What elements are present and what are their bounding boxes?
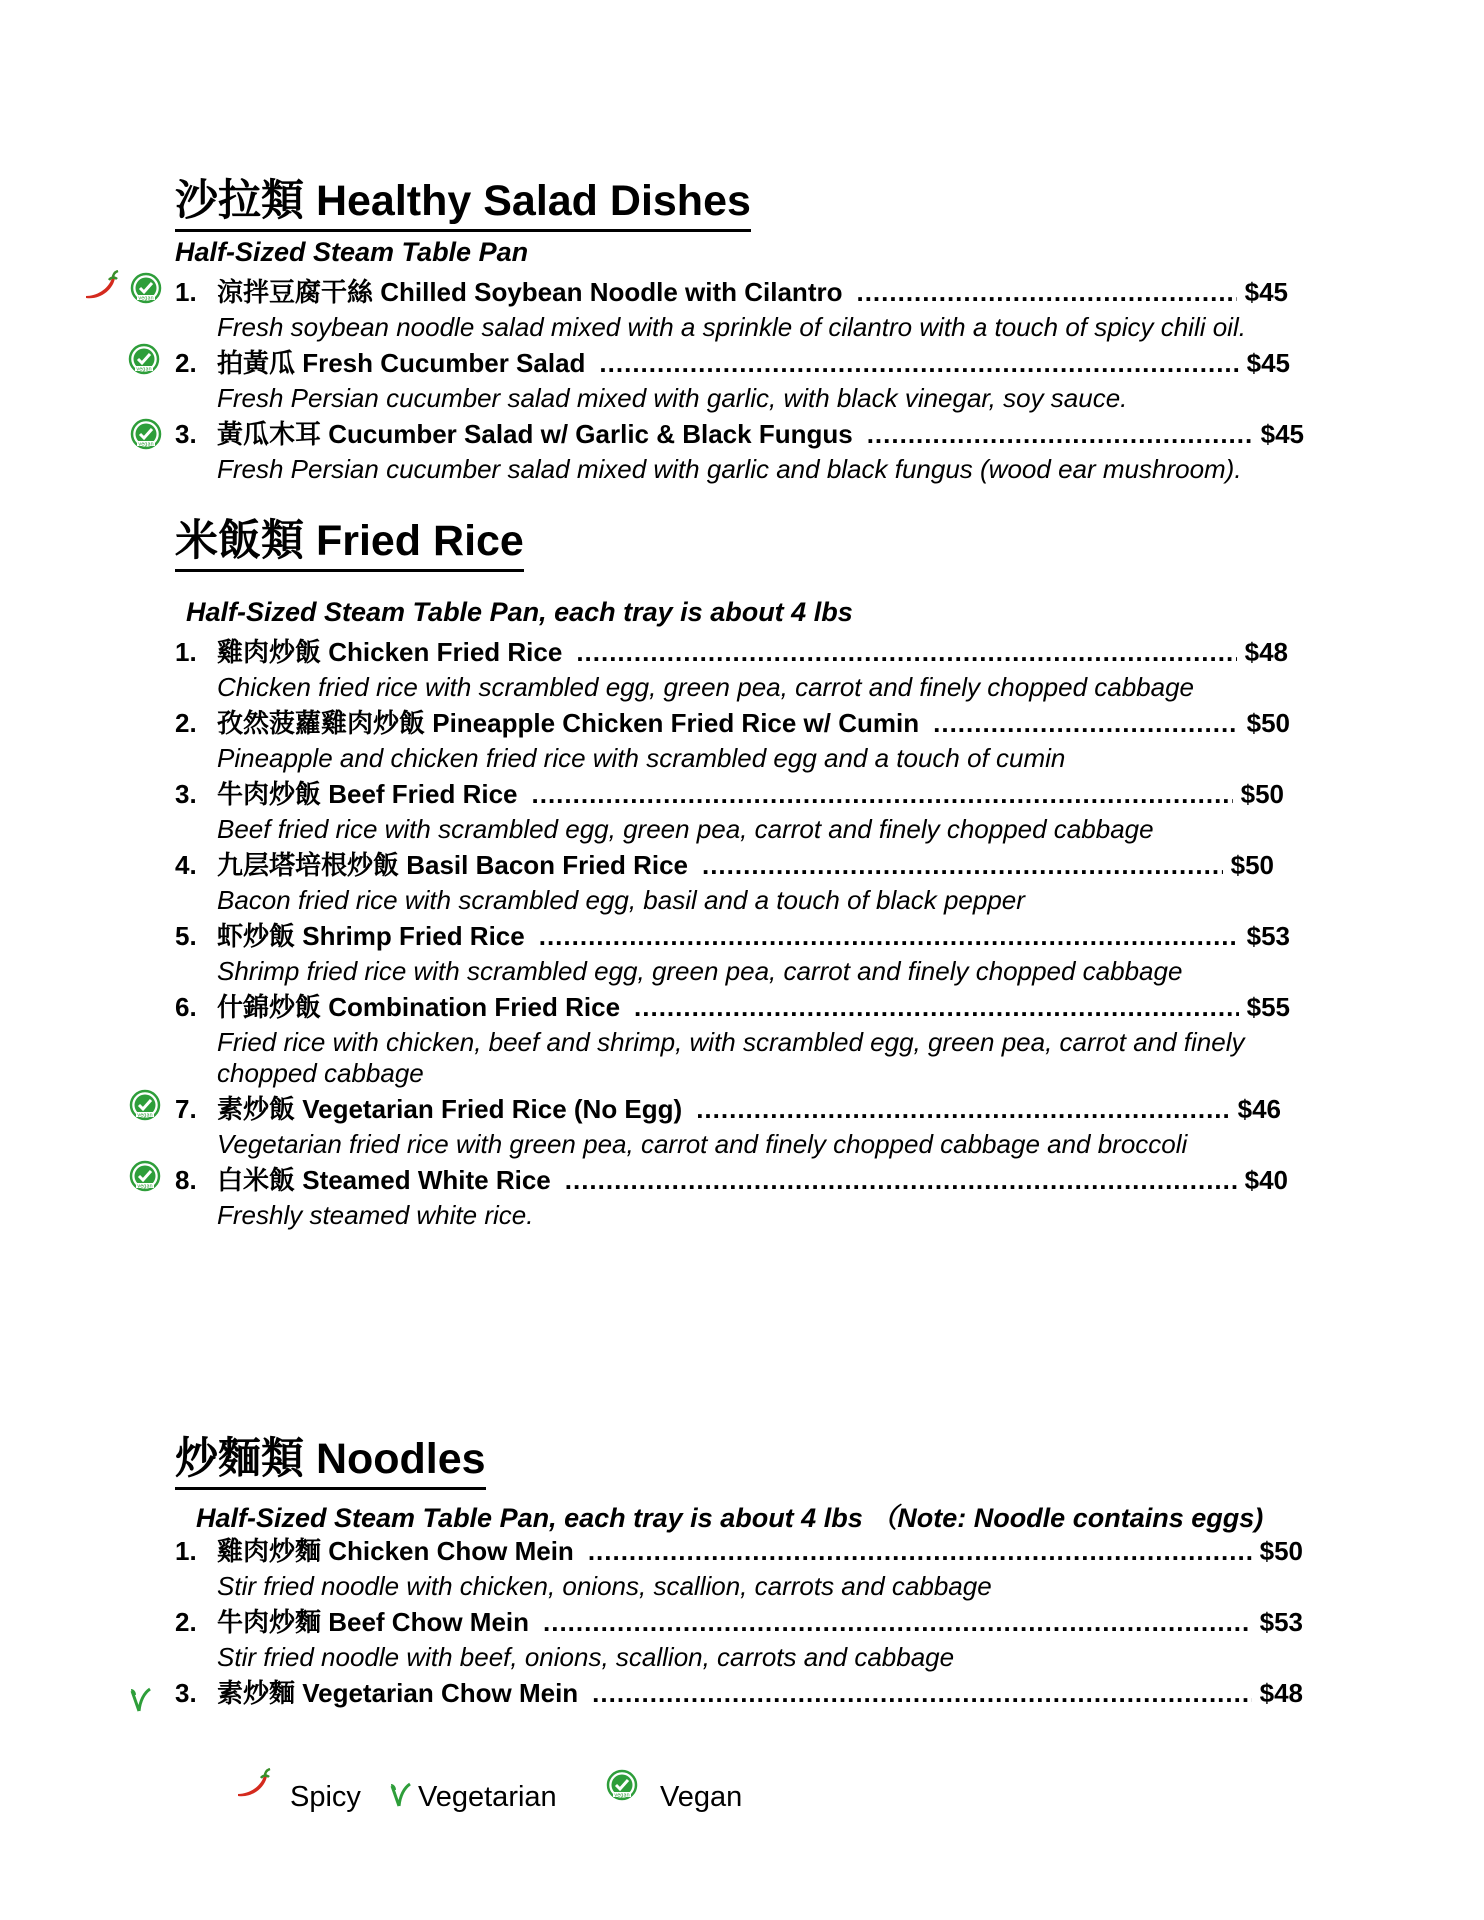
item-number: 7.	[175, 1094, 197, 1124]
item-description: Fresh Persian cucumber salad mixed with garlic and black fungus (wood ear mushroom).	[217, 454, 1242, 484]
item-price: $53	[1246, 921, 1290, 951]
menu-item	[0, 634, 1484, 670]
legend-spicy-label: Spicy	[290, 1781, 361, 1813]
item-name: 涼拌豆腐干絲 Chilled Soybean Noodle with Cilantro	[217, 277, 843, 307]
item-name: 素炒飯 Vegetarian Fried Rice (No Egg)	[217, 1094, 683, 1124]
item-description: Fried rice with chicken, beef and shrimp, with scrambled egg, green pea, carrot and finely chopped cabbage	[217, 1027, 1245, 1088]
item-number: 4.	[175, 850, 197, 880]
dot-leader	[539, 918, 1239, 954]
menu-item	[0, 416, 1484, 452]
menu-item	[0, 1604, 1484, 1640]
item-description: Chicken fried rice with scrambled egg, green pea, carrot and finely chopped cabbage	[217, 672, 1195, 702]
menu-item	[0, 776, 1484, 812]
item-name: 素炒麵 Vegetarian Chow Mein	[217, 1678, 579, 1708]
item-number: 3.	[175, 779, 197, 809]
item-price: $48	[1244, 637, 1288, 667]
noodles-section-title: 炒麵類 Noodles	[175, 1438, 486, 1490]
item-name: 孜然菠蘿雞肉炒飯 Pineapple Chicken Fried Rice w/ Cumin	[217, 708, 920, 738]
item-price: $50	[1246, 708, 1290, 738]
item-name: 白米飯 Steamed White Rice	[217, 1165, 551, 1195]
item-price: $50	[1259, 1536, 1303, 1566]
rice-section-title: 米飯類 Fried Rice	[175, 520, 524, 572]
item-number: 2.	[175, 1607, 197, 1637]
item-name: 牛肉炒麵 Beef Chow Mein	[217, 1607, 530, 1637]
menu-item	[0, 989, 1484, 1025]
item-description: Stir fried noodle with chicken, onions, scallion, carrots and cabbage	[217, 1571, 992, 1601]
item-name: 牛肉炒飯 Beef Fried Rice	[217, 779, 518, 809]
item-price: $45	[1244, 277, 1288, 307]
item-price: $46	[1237, 1094, 1281, 1124]
salad-section-subtitle: Half-Sized Steam Table Pan	[175, 237, 529, 267]
vegan-icon	[606, 1769, 638, 1801]
menu-item	[0, 274, 1484, 310]
dot-leader	[592, 1675, 1251, 1711]
menu-item	[0, 1162, 1484, 1198]
item-number: 2.	[175, 708, 197, 738]
item-description: Shrimp fried rice with scrambled egg, green pea, carrot and finely chopped cabbage	[217, 956, 1183, 986]
item-name: 拍黃瓜 Fresh Cucumber Salad	[217, 348, 586, 378]
dot-leader	[634, 989, 1239, 1025]
dot-leader	[599, 345, 1238, 381]
item-number: 1.	[175, 637, 197, 667]
item-number: 5.	[175, 921, 197, 951]
item-number: 2.	[175, 348, 197, 378]
item-description: Fresh Persian cucumber salad mixed with garlic, with black vinegar, soy sauce.	[217, 383, 1128, 413]
dot-leader	[933, 705, 1238, 741]
item-description: Pineapple and chicken fried rice with scrambled egg and a touch of cumin	[217, 743, 1066, 773]
item-description: Freshly steamed white rice.	[217, 1200, 534, 1230]
legend-vegan-label: Vegan	[660, 1781, 743, 1813]
item-number: 1.	[175, 277, 197, 307]
menu-item	[0, 1533, 1484, 1569]
item-description: Bacon fried rice with scrambled egg, basil and a touch of black pepper	[217, 885, 1025, 915]
dot-leader	[867, 416, 1253, 452]
menu-item	[0, 705, 1484, 741]
item-number: 1.	[175, 1536, 197, 1566]
dot-leader	[532, 776, 1233, 812]
rice-section-subtitle: Half-Sized Steam Table Pan, each tray is about 4 lbs	[186, 597, 853, 627]
item-price: $50	[1240, 779, 1284, 809]
item-description: Stir fried noodle with beef, onions, scallion, carrots and cabbage	[217, 1642, 955, 1672]
legend-vegetarian-label: Vegetarian	[418, 1781, 557, 1813]
item-price: $48	[1259, 1678, 1303, 1708]
dot-leader	[856, 274, 1236, 310]
menu-item	[0, 1091, 1484, 1127]
dot-leader	[543, 1604, 1252, 1640]
item-price: $55	[1246, 992, 1290, 1022]
item-price: $40	[1244, 1165, 1288, 1195]
item-name: 九层塔培根炒飯 Basil Bacon Fried Rice	[217, 850, 688, 880]
item-number: 8.	[175, 1165, 197, 1195]
noodles-section-subtitle: Half-Sized Steam Table Pan, each tray is about 4 lbs （Note: Noodle contains eggs)	[196, 1503, 1264, 1533]
vegetarian-icon	[388, 1778, 414, 1810]
menu-item	[0, 847, 1484, 883]
item-name: 虾炒飯 Shrimp Fried Rice	[217, 921, 525, 951]
item-name: 雞肉炒飯 Chicken Fried Rice	[217, 637, 563, 667]
dot-leader	[576, 634, 1236, 670]
item-description: Beef fried rice with scrambled egg, green pea, carrot and finely chopped cabbage	[217, 814, 1154, 844]
dot-leader	[565, 1162, 1237, 1198]
item-description: Fresh soybean noodle salad mixed with a sprinkle of cilantro with a touch of spicy chili oil.	[217, 312, 1246, 342]
menu-item	[0, 1675, 1484, 1711]
item-name: 雞肉炒麵 Chicken Chow Mein	[217, 1536, 574, 1566]
item-number: 3.	[175, 419, 197, 449]
dot-leader	[702, 847, 1223, 883]
item-description: Vegetarian fried rice with green pea, carrot and finely chopped cabbage and broccoli	[217, 1129, 1188, 1159]
item-number: 6.	[175, 992, 197, 1022]
menu-item	[0, 345, 1484, 381]
item-name: 什錦炒飯 Combination Fried Rice	[217, 992, 621, 1022]
chili-pepper-icon	[234, 1768, 274, 1800]
item-price: $53	[1259, 1607, 1303, 1637]
salad-section-title: 沙拉類 Healthy Salad Dishes	[175, 180, 751, 232]
item-price: $45	[1246, 348, 1290, 378]
menu-item	[0, 918, 1484, 954]
item-price: $50	[1230, 850, 1274, 880]
item-price: $45	[1260, 419, 1304, 449]
dot-leader	[588, 1533, 1252, 1569]
item-name: 黃瓜木耳 Cucumber Salad w/ Garlic & Black Fungus	[217, 419, 853, 449]
dot-leader	[696, 1091, 1229, 1127]
item-number: 3.	[175, 1678, 197, 1708]
